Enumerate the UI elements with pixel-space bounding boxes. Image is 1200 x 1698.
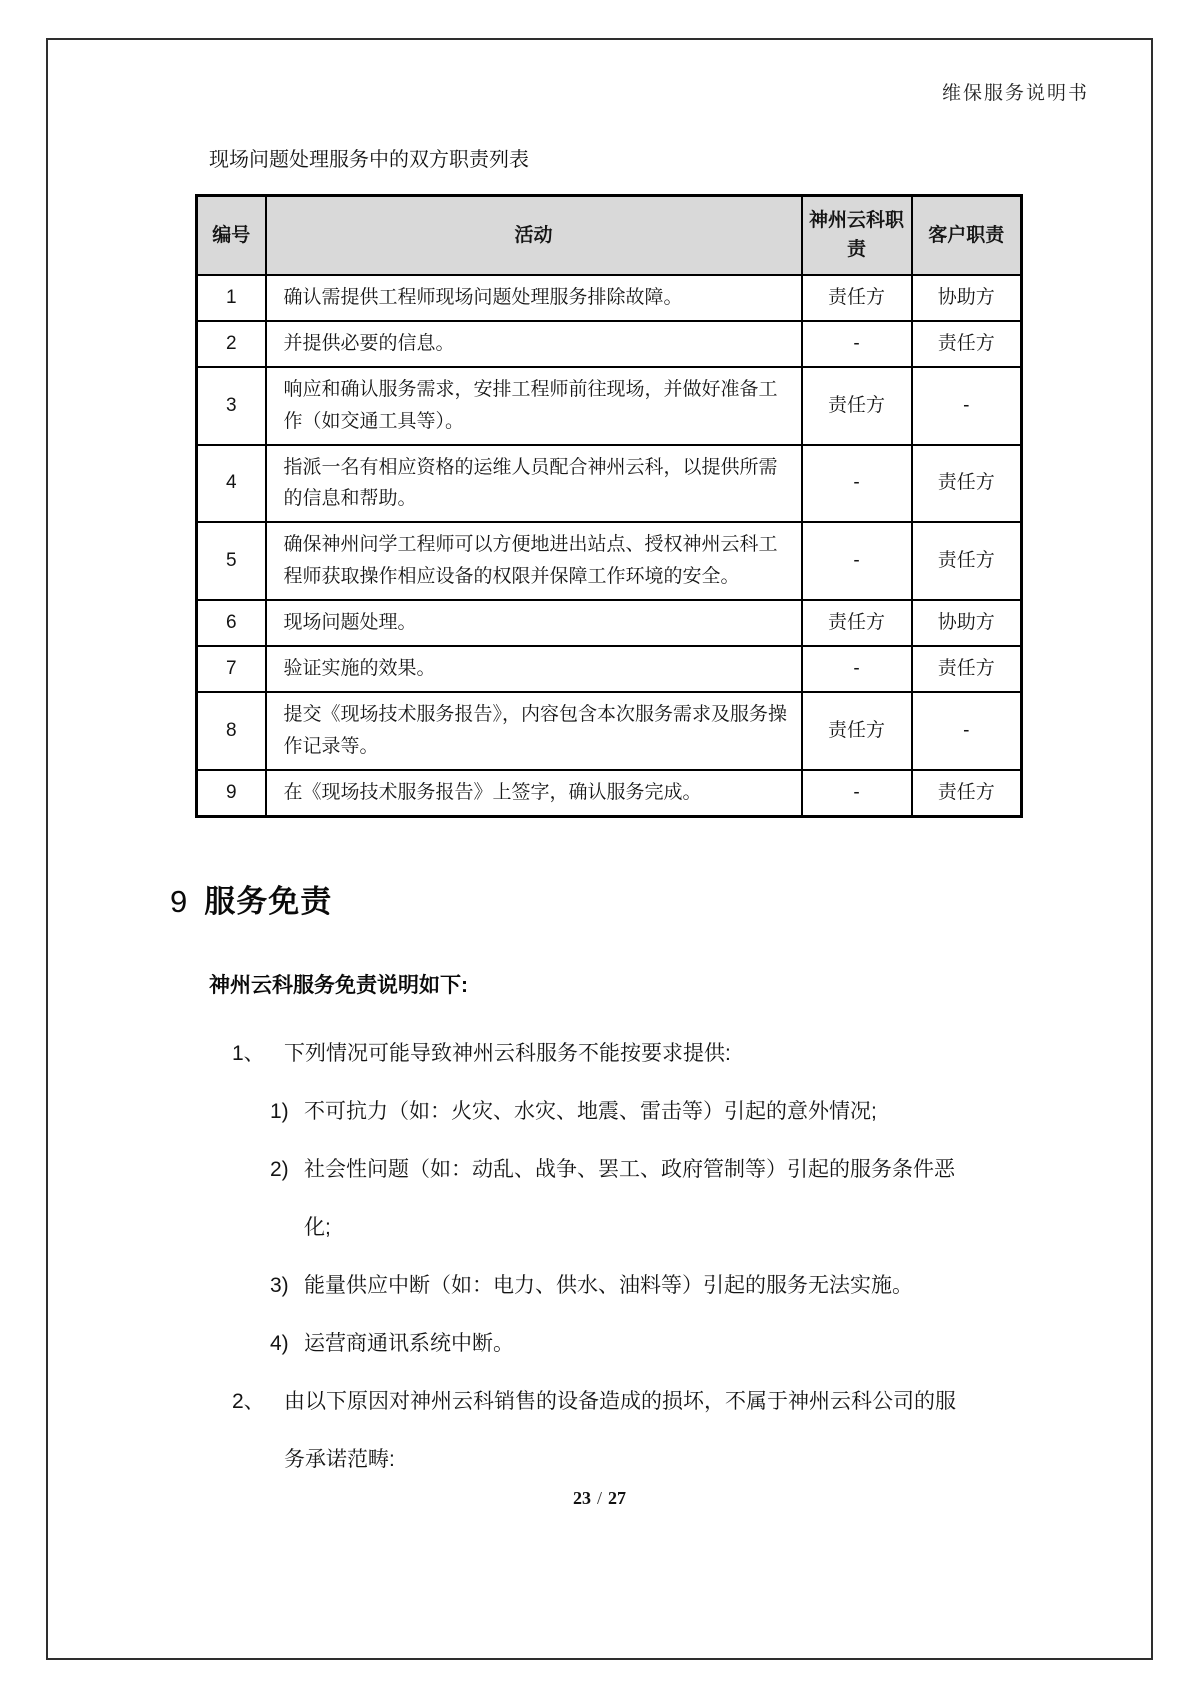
section-title: 服务免责 [204,883,333,919]
sub-list-item [270,1083,1020,1141]
customer-responsibility-cell: 责任方 [912,522,1022,600]
vendor-responsibility-cell: 责任方 [802,367,912,445]
sub-item-marker: 3) [270,1273,289,1297]
activity-cell: 并提供必要的信息。 [266,321,802,367]
vendor-responsibility-cell: - [802,321,912,367]
sub-item-text: 社会性问题（如：动乱、战争、罢工、政府管制等）引起的服务条件恶化; [304,1157,955,1239]
customer-responsibility-cell: 协助方 [912,600,1022,646]
activity-cell: 提交《现场技术服务报告》，内容包含本次服务需求及服务操作记录等。 [266,692,802,770]
sub-list-item [270,1141,1020,1257]
sub-list-item [270,1315,1020,1373]
table-row [197,692,1022,770]
vendor-responsibility-cell: - [802,445,912,523]
responsibility-table [195,194,1023,818]
sub-item-marker: 4) [270,1331,289,1355]
list-item [232,1025,1020,1083]
row-number-cell: 7 [197,646,266,692]
disclaimer-item-block [195,1373,1020,1489]
column-header-customer-responsibility: 客户职责 [912,196,1022,275]
table-row [197,367,1022,445]
section-number: 9 [170,883,188,919]
section-heading [170,876,1020,921]
list-item [232,1373,1020,1489]
disclaimer-list [195,1025,1020,1489]
row-number-cell: 8 [197,692,266,770]
page-content [48,143,1020,1489]
customer-responsibility-cell: - [912,692,1022,770]
page-border [46,38,1153,1660]
row-number-cell: 3 [197,367,266,445]
row-number-cell: 2 [197,321,266,367]
vendor-responsibility-cell: - [802,646,912,692]
vendor-responsibility-cell: - [802,770,912,816]
total-page-number: 27 [608,1488,626,1508]
activity-cell: 验证实施的效果。 [266,646,802,692]
disclaimer-intro: 神州云科服务免责说明如下: [209,973,468,997]
table-row [197,646,1022,692]
list-item-text: 由以下原因对神州云科销售的设备造成的损坏，不属于神州云科公司的服务承诺范畴: [284,1389,956,1471]
document-header-title: 维保服务说明书 [941,83,1089,104]
customer-responsibility-cell: 责任方 [912,646,1022,692]
sub-item-text: 能量供应中断（如：电力、供水、油料等）引起的服务无法实施。 [304,1273,913,1297]
activity-cell: 在《现场技术服务报告》上签字，确认服务完成。 [266,770,802,816]
row-number-cell: 9 [197,770,266,816]
activity-cell: 响应和确认服务需求，安排工程师前往现场，并做好准备工作（如交通工具等）。 [266,367,802,445]
vendor-responsibility-cell: 责任方 [802,692,912,770]
customer-responsibility-cell: 责任方 [912,770,1022,816]
customer-responsibility-cell: 责任方 [912,445,1022,523]
list-item-text: 下列情况可能导致神州云科服务不能按要求提供: [284,1041,731,1065]
table-body [197,275,1022,816]
customer-responsibility-cell: 责任方 [912,321,1022,367]
row-number-cell: 5 [197,522,266,600]
row-number-cell: 6 [197,600,266,646]
list-item-marker: 1、 [232,1041,265,1065]
list-item-marker: 2、 [232,1389,265,1413]
activity-cell: 确认需提供工程师现场问题处理服务排除故障。 [266,275,802,321]
table-row [197,275,1022,321]
page-footer [48,1488,1151,1509]
table-row [197,770,1022,816]
activity-cell: 确保神州问学工程师可以方便地进出站点、授权神州云科工程师获取操作相应设备的权限并保障工作环境的安全。 [266,522,802,600]
column-header-vendor-responsibility: 神州云科职责 [802,196,912,275]
row-number-cell: 4 [197,445,266,523]
sub-item-marker: 1) [270,1099,289,1123]
table-row [197,321,1022,367]
column-header-number: 编号 [197,196,266,275]
table-row [197,522,1022,600]
page-number-separator: / [596,1488,602,1508]
customer-responsibility-cell: - [912,367,1022,445]
vendor-responsibility-cell: 责任方 [802,600,912,646]
sub-item-text: 运营商通讯系统中断。 [304,1331,514,1355]
table-row [197,600,1022,646]
activity-cell: 指派一名有相应资格的运维人员配合神州云科，以提供所需的信息和帮助。 [266,445,802,523]
table-row [197,445,1022,523]
customer-responsibility-cell: 协助方 [912,275,1022,321]
activity-cell: 现场问题处理。 [266,600,802,646]
sub-item-marker: 2) [270,1157,289,1181]
sub-item-text: 不可抗力（如：火灾、水灾、地震、雷击等）引起的意外情况; [304,1099,877,1123]
disclaimer-item-block [195,1025,1020,1373]
row-number-cell: 1 [197,275,266,321]
vendor-responsibility-cell: - [802,522,912,600]
table-header [197,196,1022,275]
current-page-number: 23 [572,1488,591,1508]
column-header-activity: 活动 [266,196,802,275]
sub-list [195,1083,1020,1373]
vendor-responsibility-cell: 责任方 [802,275,912,321]
sub-list-item [270,1257,1020,1315]
table-caption: 现场问题处理服务中的双方职责列表 [209,149,529,171]
